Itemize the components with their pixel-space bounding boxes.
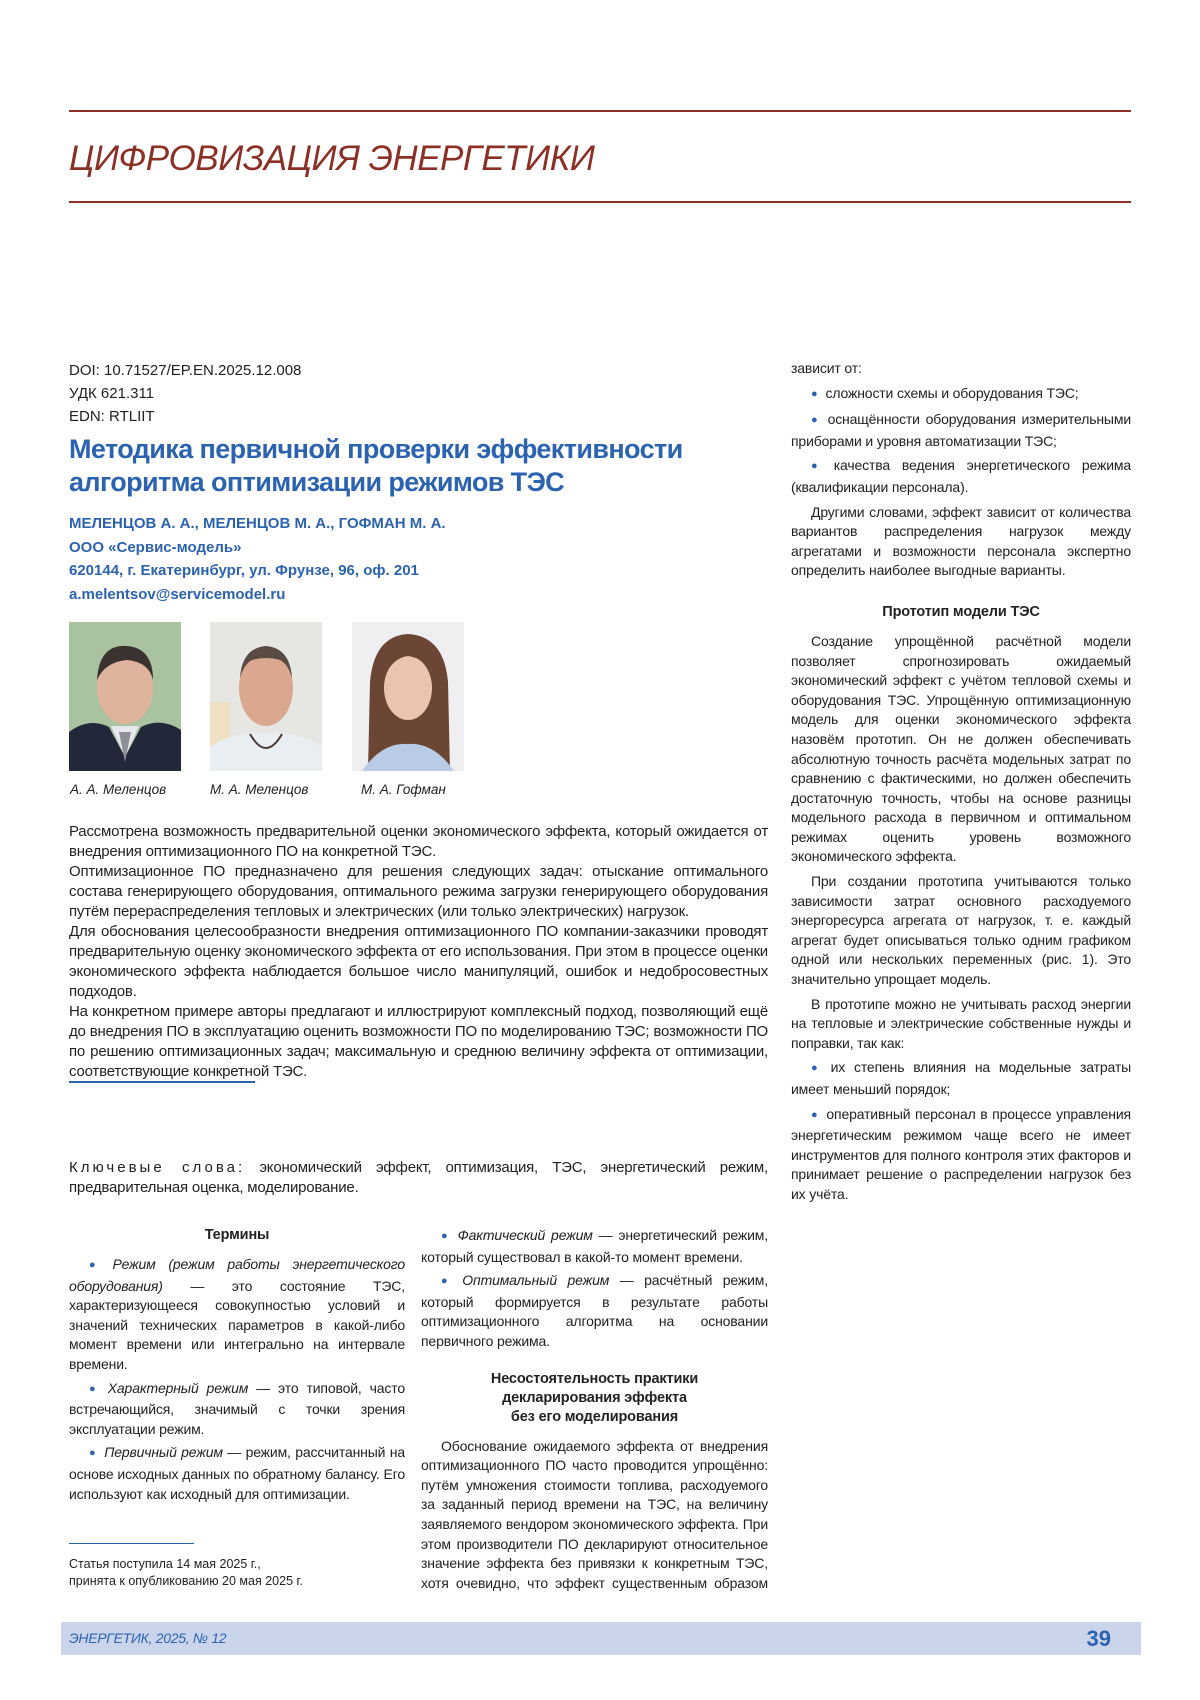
edn: EDN: RTLIIT bbox=[69, 408, 155, 425]
section-heading-line: декларирования эффекта bbox=[502, 1389, 687, 1406]
keywords bbox=[69, 1158, 768, 1198]
bullet-text: их степень влияния на модельные затраты имеет меньший порядок; bbox=[791, 1059, 1131, 1097]
bullet-icon: ● bbox=[811, 1108, 819, 1121]
portrait-image bbox=[210, 622, 322, 771]
page-number: 39 bbox=[1086, 1626, 1111, 1651]
bullet-item bbox=[791, 384, 1131, 406]
term-item bbox=[69, 1255, 405, 1375]
photo-caption: М. А. Меленцов bbox=[210, 782, 309, 797]
term-item bbox=[421, 1271, 768, 1351]
page-footer bbox=[61, 1622, 1141, 1655]
section-title: ЦИФРОВИЗАЦИЯ ЭНЕРГЕТИКИ bbox=[69, 139, 595, 178]
term-name: Режим (режим работы энергетического оборудования) bbox=[69, 1256, 405, 1294]
term-name: Первичный режим bbox=[104, 1444, 223, 1461]
udk: УДК 621.311 bbox=[69, 385, 155, 402]
author-photo bbox=[352, 622, 464, 771]
bullet-item bbox=[791, 1058, 1131, 1099]
organization: ООО «Сервис-модель» bbox=[69, 538, 242, 556]
term-name: Оптимальный режим bbox=[462, 1272, 610, 1289]
abstract-paragraph: Оптимизационное ПО предназначено для решения следующих задач: отыскание оптимального состава генерирующего оборудования, оптимального режима загрузки генерирующего оборудования путём перераспределения тепловых и электрических (или только электрических) нагрузок. bbox=[69, 863, 768, 920]
footnote-line: принята к опубликованию 20 мая 2025 г. bbox=[69, 1574, 304, 1588]
section-heading: Прототип модели ТЭС bbox=[882, 603, 1040, 620]
term-name: Характерный режим bbox=[107, 1379, 249, 1396]
term-item bbox=[69, 1443, 405, 1504]
journal-name: ЭНЕРГЕТИК, 2025, № 12 bbox=[69, 1630, 227, 1646]
terms-column bbox=[69, 1226, 405, 1519]
term-item bbox=[69, 1379, 405, 1440]
footnote-line: Статья поступила 14 мая 2025 г., bbox=[69, 1557, 261, 1571]
author-photo bbox=[210, 622, 322, 771]
bullet-text: оснащённости оборудования измерительными приборами и уровня автоматизации ТЭС; bbox=[791, 411, 1131, 449]
address: 620144, г. Екатеринбург, ул. Фрунзе, 96, оф. 201 bbox=[69, 562, 419, 579]
bullet-icon: ● bbox=[89, 1259, 105, 1271]
term-definition: — режим, рассчитанный на основе исходных данных по обратному балансу. Его используют как исходный для оптимизации. bbox=[69, 1444, 405, 1502]
header-bottom-rule bbox=[69, 201, 1131, 203]
bullet-text: сложности схемы и оборудования ТЭС; bbox=[825, 384, 1079, 401]
bullet-item bbox=[791, 410, 1131, 451]
photo-caption: А. А. Меленцов bbox=[70, 782, 167, 797]
terms-heading: Термины bbox=[204, 1227, 270, 1243]
article-title-line: алгоритма оптимизации режимов ТЭС bbox=[69, 467, 565, 497]
bullet-icon: ● bbox=[89, 1447, 97, 1460]
abstract-divider bbox=[69, 1081, 255, 1083]
section3-paragraph: При создании прототипа учитываются только зависимости затрат основного расходуемого энергоресурса агрегата от нагрузок, т. е. каждый агрегат будет описываться только одним графиком одной или нескольких переменных (рис. 1). Это значительно упрощает модель. bbox=[791, 873, 1131, 988]
section3-paragraph: В прототипе можно не учитывать расход энергии на тепловые и электрические собственные нужды и поправки, так как: bbox=[791, 995, 1131, 1051]
bullet-item bbox=[791, 1105, 1131, 1205]
section2-paragraph: Другими словами, эффект зависит от количества вариантов распределения нагрузок между агрегатами и возможности персонала экспертно определить наиболее выгодные варианты. bbox=[791, 503, 1131, 579]
bullet-item bbox=[791, 456, 1131, 497]
section-heading-line: Несостоятельность практики bbox=[490, 1370, 699, 1387]
section3-paragraph: Создание упрощённой расчётной модели позволяет спрогнозировать ожидаемый экономический эффект с учётом тепловой схемы и оборудования ТЭС. Упрощённую оптимизационную модель для оценки экономического эффекта назовём прототип. Он не должен обеспечивать абсолютную точность расчёта модельных затрат по сравнению с фактическими, но должен обеспечить достаточную точность, чтобы на основе разницы модельного расхода в первичном и оптимальном режимах оценить уровень возможного экономического эффекта. bbox=[791, 632, 1131, 865]
author-info bbox=[69, 512, 446, 606]
section2-paragraph: зависит от: bbox=[791, 360, 862, 376]
portrait-image bbox=[352, 622, 464, 771]
footnote-divider bbox=[69, 1543, 194, 1544]
term-definition: — это типовой, часто встречающийся, значимый с точки зрения эксплуатации режим. bbox=[69, 1379, 405, 1437]
bullet-text: качества ведения энергетического режима (квалификации персонала). bbox=[791, 457, 1131, 495]
term-definition: — энергетический режим, который существовал в какой-то момент времени. bbox=[421, 1227, 768, 1265]
keywords-text: экономический эффект, оптимизация, ТЭС, энергетический режим, предварительная оценка, моделирование. bbox=[69, 1159, 768, 1196]
keywords-label: Ключевые слова: bbox=[69, 1159, 246, 1176]
abstract bbox=[69, 822, 768, 1082]
term-definition: — расчётный режим, который формируется в результате работы оптимизационного алгоритма на основании первичного режима. bbox=[421, 1272, 768, 1349]
middle-column bbox=[421, 1226, 768, 1606]
article-meta bbox=[69, 359, 301, 428]
right-column bbox=[791, 359, 1131, 1609]
section-heading-line: без его моделирования bbox=[510, 1408, 679, 1425]
section-heading bbox=[421, 1370, 768, 1427]
bullet-icon: ● bbox=[811, 387, 818, 400]
bullet-icon: ● bbox=[441, 1230, 450, 1242]
portrait-image bbox=[69, 622, 181, 771]
bullet-text: оперативный персонал в процессе управления энергетическим режимом чаще всего не имеет инструментов для полного контроля этих факторов и принимает решение о распределении нагрузок без их учёта. bbox=[791, 1105, 1131, 1202]
section2-intro: Обоснование ожидаемого эффекта от внедрения оптимизационного ПО часто проводится упрощённо: путём умножения стоимости топлива, расходуемого за заданный период времени на ТЭС, на величину заявляемого вендором экономического эффекта. При этом производители ПО декларируют относительное значение эффекта без привязки к конкретным ТЭС, хотя очевидно, что эффект существенным образом bbox=[421, 1437, 768, 1591]
bullet-icon: ● bbox=[441, 1275, 455, 1288]
term-name: Фактический режим bbox=[457, 1227, 593, 1243]
email-link[interactable]: a.melentsov@servicemodel.ru bbox=[69, 585, 286, 603]
abstract-paragraph: Рассмотрена возможность предварительной оценки экономического эффекта, который ожидается от внедрения оптимизационного ПО на конкретной ТЭС. bbox=[69, 823, 768, 860]
photo-caption: М. А. Гофман bbox=[361, 782, 446, 797]
term-definition: — это состояние ТЭС, характеризующееся совокупностью условий и значений технических параметров в какой-либо момент времени или интегрально на интервале времени. bbox=[69, 1277, 405, 1372]
bullet-icon: ● bbox=[811, 1062, 823, 1075]
bullet-icon: ● bbox=[811, 460, 826, 473]
bullet-icon: ● bbox=[811, 414, 820, 427]
abstract-paragraph: Для обоснования целесообразности внедрения оптимизационного ПО компании-заказчики проводят предварительную оценку экономического эффекта от его использования. При этом в процессе оценки экономического эффекта наблюдается большое число манипуляций, ошибок и недобросовестных подходов. bbox=[69, 923, 768, 1000]
footnote bbox=[69, 1556, 303, 1590]
author-photo bbox=[69, 622, 181, 771]
term-item bbox=[421, 1226, 768, 1267]
bullet-icon: ● bbox=[89, 1382, 100, 1395]
abstract-paragraph: На конкретном примере авторы предлагают и иллюстрируют комплексный подход, позволяющий ещё до внедрения ПО в эксплуатацию оценить возможности ПО по моделированию ТЭС; возможности ПО по решению оптимизационных задач; максимальную и среднюю величину эффекта от оптимизации, соответствующие конкретной ТЭС. bbox=[69, 1003, 768, 1080]
authors: МЕЛЕНЦОВ А. А., МЕЛЕНЦОВ М. А., ГОФМАН М. А. bbox=[69, 515, 446, 532]
article-title-line: Методика первичной проверки эффективности bbox=[69, 434, 683, 464]
header-top-rule bbox=[69, 110, 1131, 112]
article-title bbox=[69, 433, 789, 499]
doi[interactable]: DOI: 10.71527/EP.EN.2025.12.008 bbox=[69, 362, 302, 379]
